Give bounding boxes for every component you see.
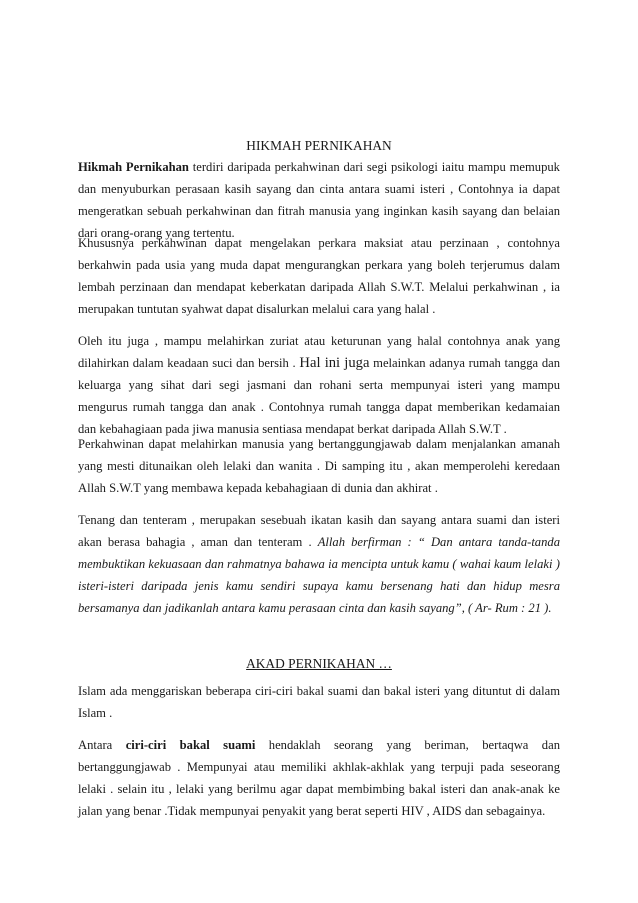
paragraph-4: Perkahwinan dapat melahirkan manusia yang bertanggungjawab dalam menjalankan amanah yang mesti ditunaikan oleh lelaki dan wanita . Di samping itu , akan memperolehi keredaan Allah S.W.T yang membawa kepada kebahagiaan di dunia dan akhirat .: [78, 437, 560, 495]
paragraph-2: Khususnya perkahwinan dapat mengelakan perkara maksiat atau perzinaan , contohnya berkahwin pada usia yang muda dapat mengurangkan perkara yang boleh terjerumus dalam lembah perzinaan dan mendapat keberkatan daripada Allah S.W.T. Melalui perkahwinan , ia merupakan tuntutan syahwat dapat disalurkan melalui cara yang halal .: [78, 236, 560, 316]
paragraph-1-bold-lead: Hikmah Pernikahan: [78, 160, 189, 174]
paragraph-5-quote: Allah berfirman : “ Dan antara tanda-tanda membuktikan kekuasaan dan rahmatnya bahawa ia mencipta untuk kamu ( wahai kaum lelaki ) isteri-isteri daripada jenis kamu sendiri supaya kamu bersenang hati dan hidup mesra bersamanya dan jadikanlah antara kamu perasaan cinta dan kasih sayang”, ( Ar- Rum : 21 ).: [78, 535, 560, 615]
paragraph-7-bold-phrase: ciri-ciri bakal suami: [125, 738, 256, 752]
paragraph-1: [78, 156, 560, 244]
paragraph-3-large-phrase: Hal ini juga: [299, 355, 370, 371]
paragraph-3: [78, 330, 560, 440]
section-title-akad: AKAD PERNIKAHAN …: [246, 656, 392, 671]
paragraph-3-text-start: Oleh itu juga , mampu melahirkan zuriat atau keturunan yang halal contohnya anak yang dilahirkan dalam keadaan suci dan bersih .: [78, 334, 560, 370]
paragraph-6: Islam ada menggariskan beberapa ciri-ciri bakal suami dan bakal isteri yang dituntut di dalam Islam .: [78, 684, 560, 720]
paragraph-5: [78, 509, 560, 619]
paragraph-7-text-start: Antara: [78, 738, 126, 752]
paragraph-7-text-end: hendaklah seorang yang beriman, bertaqwa dan bertanggungjawab . Mempunyai atau memiliki akhlak-akhlak yang terpuji pada seseorang lelaki . selain itu , lelaki yang berilmu agar dapat membimbing bakal isteri dan anak-anak ke jalan yang benar .Tidak mempunyai penyakit yang berat seperti HIV , AIDS dan sebagainya.: [78, 738, 560, 818]
section-title-hikmah: HIKMAH PERNIKAHAN: [246, 138, 392, 153]
paragraph-3-text-end: melainkan adanya rumah tangga dan keluarga yang sihat dari segi jasmani dan rohani serta mempunyai isteri yang mampu mengurus rumah tangga dan anak . Contohnya rumah tangga dapat memberikan kedamaian dan kebahagiaan pada jiwa manusia sentiasa mendapat berkat daripada Allah S.W.T .: [78, 356, 561, 436]
paragraph-1-text: terdiri daripada perkahwinan dari segi psikologi iaitu mampu memupuk dan menyuburkan perasaan kasih sayang dan cinta antara suami isteri , Contohnya ia dapat mengeratkan sebuah perkahwinan dan fitrah manusia yang inginkan kasih sayang dan belaian dari orang-orang yang tertentu.: [78, 160, 560, 240]
paragraph-5-text: Tenang dan tenteram , merupakan sesebuah ikatan kasih dan sayang antara suami dan isteri akan berasa bahagia , aman dan tenteram .: [78, 513, 560, 549]
paragraph-7: [78, 734, 560, 822]
